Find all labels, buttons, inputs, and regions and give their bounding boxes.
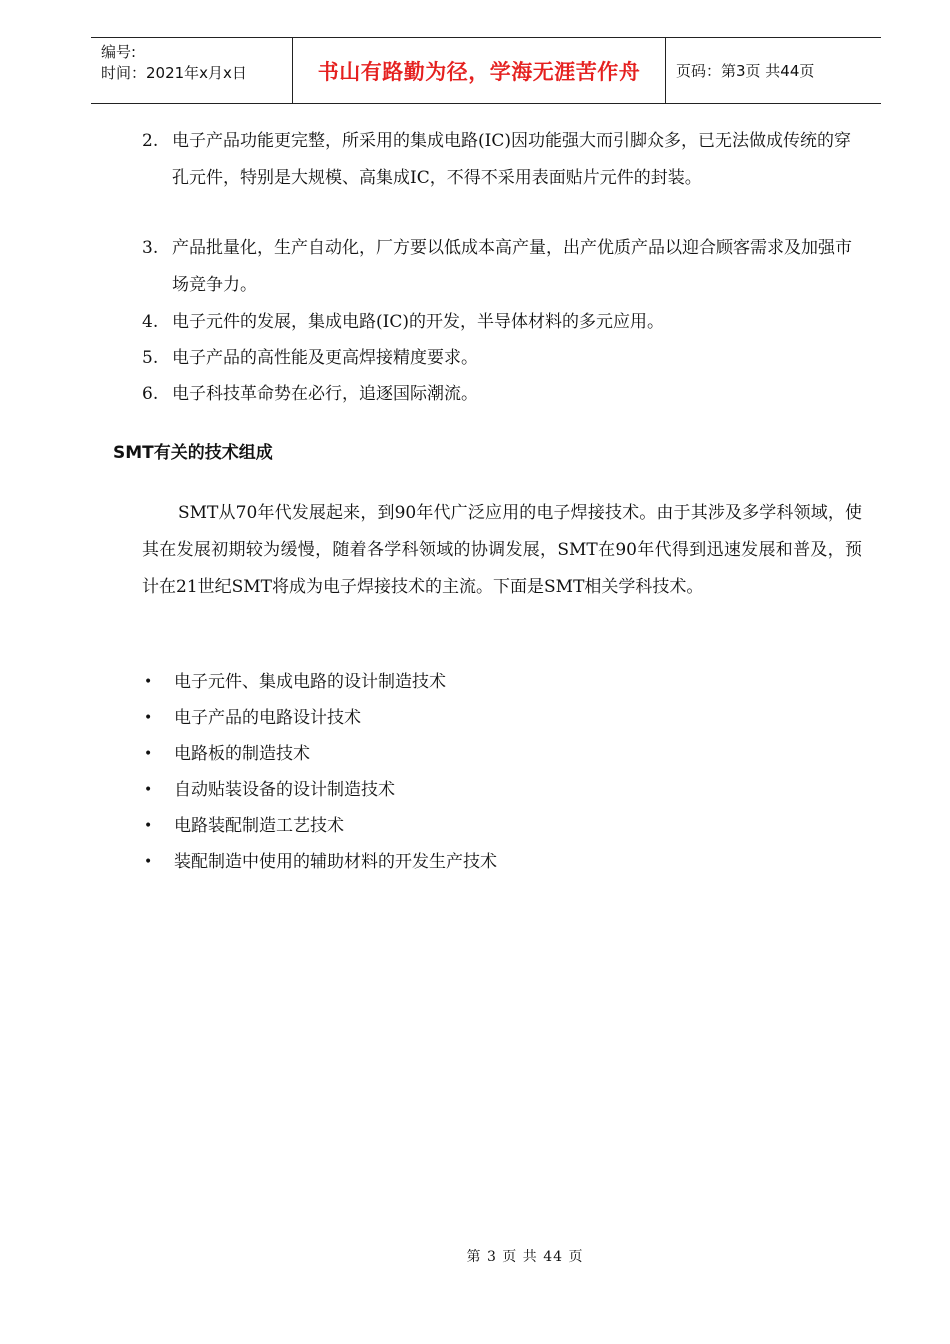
footer-page-number: 第 3 页 共 44 页 [466, 1249, 584, 1265]
bullet-icon: • [144, 818, 153, 834]
body-paragraph: SMT从70年代发展起来，到90年代广泛应用的电子焊接技术。由于其涉及多学科领域，使其在发展初期较为缓慢，随着各学科领域的协调发展，SMT在90年代得到迅速发展和普及，预计在21世纪SMT将成为电子焊接技术的主流。下面是SMT相关学科技术。 [142, 503, 862, 597]
list-item-text: 电子产品的高性能及更高焊接精度要求。 [172, 348, 478, 368]
list-item-text: 电子产品功能更完整，所采用的集成电路(IC)因功能强大而引脚众多，已无法做成传统的穿孔元件，特别是大规模、高集成IC，不得不采用表面贴片元件的封装。 [172, 131, 851, 188]
list-item-number: 2. [142, 131, 159, 151]
document-number-label: 编号: [101, 43, 137, 61]
list-item [142, 340, 862, 376]
bullet-icon: • [144, 710, 153, 726]
page-footer [0, 1246, 950, 1266]
bullet-icon: • [144, 782, 153, 798]
list-item [142, 808, 862, 844]
list-item-number: 6. [142, 384, 159, 404]
page-header [91, 37, 881, 104]
header-slogan: 书山有路勤为径，学海无涯苦作舟 [293, 38, 666, 103]
header-meta [91, 38, 293, 103]
bullet-icon: • [144, 854, 153, 870]
document-time: 时间：2021年x月x日 [101, 64, 247, 82]
list-item-text: 电子科技革命势在必行，追逐国际潮流。 [172, 384, 478, 404]
list-item [142, 304, 862, 340]
list-item [142, 736, 862, 772]
bullet-list [142, 664, 862, 880]
list-item [142, 664, 862, 700]
list-item-text: 装配制造中使用的辅助材料的开发生产技术 [174, 852, 497, 872]
list-item [142, 123, 862, 197]
list-item-text: 自动贴装设备的设计制造技术 [174, 780, 395, 800]
list-item-number: 3. [142, 238, 159, 258]
list-item [142, 772, 862, 808]
numbered-list [142, 123, 862, 412]
list-item-text: 电路板的制造技术 [174, 744, 310, 764]
bullet-icon: • [144, 746, 153, 762]
list-item [142, 700, 862, 736]
list-item [142, 844, 862, 880]
list-item [142, 230, 862, 304]
section-title: SMT有关的技术组成 [113, 443, 273, 463]
header-page-info: 页码：第3页 共44页 [676, 62, 815, 80]
list-item-text: 产品批量化，生产自动化，厂方要以低成本高产量，出产优质产品以迎合顾客需求及加强市场竞争力。 [172, 238, 852, 295]
list-item-number: 5. [142, 348, 159, 368]
bullet-icon: • [144, 674, 153, 690]
list-item-text: 电路装配制造工艺技术 [174, 816, 344, 836]
list-item [142, 376, 862, 412]
list-item-text: 电子元件的发展，集成电路(IC)的开发，半导体材料的多元应用。 [172, 312, 664, 332]
list-item-text: 电子元件、集成电路的设计制造技术 [174, 672, 446, 692]
list-item-number: 4. [142, 312, 159, 332]
list-item-text: 电子产品的电路设计技术 [174, 708, 361, 728]
